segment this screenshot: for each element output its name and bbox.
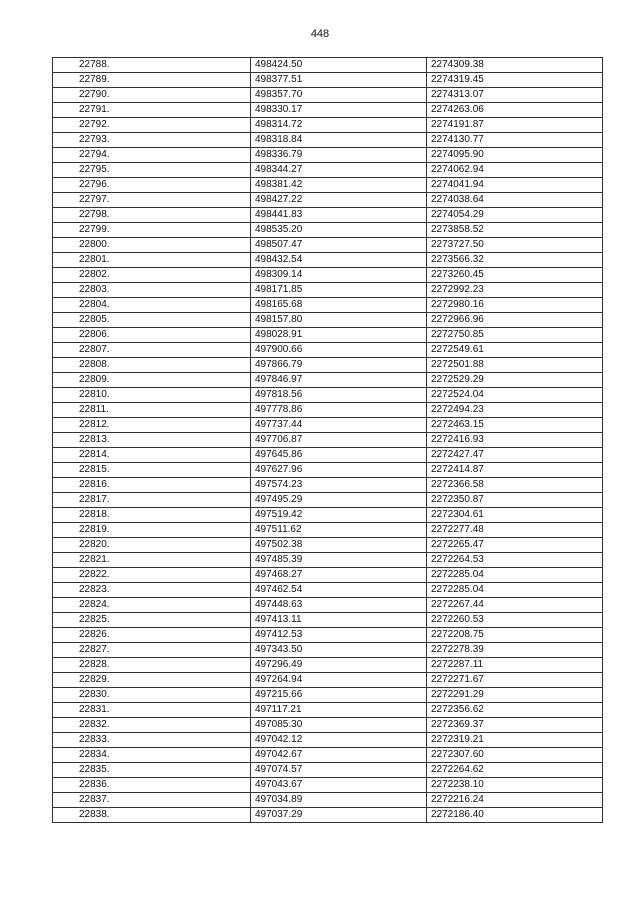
point-number-cell: 22803. <box>53 283 251 298</box>
table-row <box>53 403 603 418</box>
easting-cell: 498344.27 <box>251 163 427 178</box>
point-number-cell: 22808. <box>53 358 251 373</box>
coordinates-table <box>52 57 603 823</box>
northing-cell: 2272319.21 <box>427 733 603 748</box>
northing-cell: 2274191.87 <box>427 118 603 133</box>
northing-cell: 2272416.93 <box>427 433 603 448</box>
point-number-cell: 22790. <box>53 88 251 103</box>
northing-cell: 2274041.94 <box>427 178 603 193</box>
easting-cell: 497900.66 <box>251 343 427 358</box>
point-number-cell: 22798. <box>53 208 251 223</box>
table-row <box>53 238 603 253</box>
table-row <box>53 478 603 493</box>
point-number-cell: 22816. <box>53 478 251 493</box>
northing-cell: 2272524.04 <box>427 388 603 403</box>
northing-cell: 2273566.32 <box>427 253 603 268</box>
easting-cell: 498427.22 <box>251 193 427 208</box>
northing-cell: 2272291.29 <box>427 688 603 703</box>
point-number-cell: 22813. <box>53 433 251 448</box>
northing-cell: 2272463.15 <box>427 418 603 433</box>
point-number-cell: 22833. <box>53 733 251 748</box>
point-number-cell: 22827. <box>53 643 251 658</box>
northing-cell: 2272278.39 <box>427 643 603 658</box>
point-number-cell: 22823. <box>53 583 251 598</box>
easting-cell: 497468.27 <box>251 568 427 583</box>
northing-cell: 2274130.77 <box>427 133 603 148</box>
northing-cell: 2272501.88 <box>427 358 603 373</box>
northing-cell: 2272980.16 <box>427 298 603 313</box>
table-row <box>53 373 603 388</box>
easting-cell: 497519.42 <box>251 508 427 523</box>
point-number-cell: 22811. <box>53 403 251 418</box>
easting-cell: 497574.23 <box>251 478 427 493</box>
northing-cell: 2272350.87 <box>427 493 603 508</box>
easting-cell: 498330.17 <box>251 103 427 118</box>
point-number-cell: 22817. <box>53 493 251 508</box>
northing-cell: 2273727.50 <box>427 238 603 253</box>
easting-cell: 498381.42 <box>251 178 427 193</box>
easting-cell: 497343.50 <box>251 643 427 658</box>
northing-cell: 2274054.29 <box>427 208 603 223</box>
northing-cell: 2272265.47 <box>427 538 603 553</box>
table-row <box>53 733 603 748</box>
easting-cell: 497846.97 <box>251 373 427 388</box>
table-row <box>53 268 603 283</box>
point-number-cell: 22804. <box>53 298 251 313</box>
point-number-cell: 22800. <box>53 238 251 253</box>
coordinates-table-body <box>53 58 603 823</box>
table-row <box>53 643 603 658</box>
point-number-cell: 22834. <box>53 748 251 763</box>
table-row <box>53 118 603 133</box>
table-row <box>53 523 603 538</box>
northing-cell: 2272549.61 <box>427 343 603 358</box>
northing-cell: 2274309.38 <box>427 58 603 73</box>
northing-cell: 2272285.04 <box>427 583 603 598</box>
northing-cell: 2272304.61 <box>427 508 603 523</box>
table-row <box>53 148 603 163</box>
easting-cell: 497085.30 <box>251 718 427 733</box>
point-number-cell: 22822. <box>53 568 251 583</box>
table-row <box>53 688 603 703</box>
table-row <box>53 298 603 313</box>
northing-cell: 2272366.58 <box>427 478 603 493</box>
northing-cell: 2272271.67 <box>427 673 603 688</box>
table-row <box>53 253 603 268</box>
easting-cell: 498318.84 <box>251 133 427 148</box>
point-number-cell: 22826. <box>53 628 251 643</box>
easting-cell: 497502.38 <box>251 538 427 553</box>
easting-cell: 497037.29 <box>251 808 427 823</box>
table-row <box>53 583 603 598</box>
page-number: 448 <box>310 28 330 40</box>
easting-cell: 498507.47 <box>251 238 427 253</box>
easting-cell: 497264.94 <box>251 673 427 688</box>
easting-cell: 497511.62 <box>251 523 427 538</box>
northing-cell: 2272494.23 <box>427 403 603 418</box>
table-row <box>53 88 603 103</box>
table-row <box>53 718 603 733</box>
point-number-cell: 22825. <box>53 613 251 628</box>
northing-cell: 2274038.64 <box>427 193 603 208</box>
table-row <box>53 808 603 823</box>
northing-cell: 2272216.24 <box>427 793 603 808</box>
northing-cell: 2272238.10 <box>427 778 603 793</box>
northing-cell: 2274313.07 <box>427 88 603 103</box>
northing-cell: 2272260.53 <box>427 613 603 628</box>
point-number-cell: 22796. <box>53 178 251 193</box>
table-row <box>53 103 603 118</box>
northing-cell: 2272992.23 <box>427 283 603 298</box>
northing-cell: 2272369.37 <box>427 718 603 733</box>
easting-cell: 498157.80 <box>251 313 427 328</box>
northing-cell: 2272287.11 <box>427 658 603 673</box>
point-number-cell: 22831. <box>53 703 251 718</box>
table-row <box>53 658 603 673</box>
table-row <box>53 448 603 463</box>
point-number-cell: 22788. <box>53 58 251 73</box>
table-row <box>53 223 603 238</box>
point-number-cell: 22794. <box>53 148 251 163</box>
point-number-cell: 22801. <box>53 253 251 268</box>
point-number-cell: 22828. <box>53 658 251 673</box>
northing-cell: 2274263.06 <box>427 103 603 118</box>
point-number-cell: 22789. <box>53 73 251 88</box>
easting-cell: 497215.66 <box>251 688 427 703</box>
table-row <box>53 388 603 403</box>
point-number-cell: 22832. <box>53 718 251 733</box>
northing-cell: 2272277.48 <box>427 523 603 538</box>
point-number-cell: 22819. <box>53 523 251 538</box>
table-row <box>53 133 603 148</box>
table-row <box>53 793 603 808</box>
easting-cell: 497117.21 <box>251 703 427 718</box>
table-row <box>53 193 603 208</box>
point-number-cell: 22809. <box>53 373 251 388</box>
northing-cell: 2272264.62 <box>427 763 603 778</box>
table-row <box>53 418 603 433</box>
easting-cell: 497042.12 <box>251 733 427 748</box>
easting-cell: 497448.63 <box>251 598 427 613</box>
northing-cell: 2272186.40 <box>427 808 603 823</box>
easting-cell: 498314.72 <box>251 118 427 133</box>
northing-cell: 2272966.96 <box>427 313 603 328</box>
easting-cell: 497042.67 <box>251 748 427 763</box>
point-number-cell: 22830. <box>53 688 251 703</box>
point-number-cell: 22799. <box>53 223 251 238</box>
easting-cell: 498165.68 <box>251 298 427 313</box>
easting-cell: 498357.70 <box>251 88 427 103</box>
table-row <box>53 358 603 373</box>
northing-cell: 2272529.29 <box>427 373 603 388</box>
easting-cell: 497818.56 <box>251 388 427 403</box>
northing-cell: 2272307.60 <box>427 748 603 763</box>
northing-cell: 2274062.94 <box>427 163 603 178</box>
point-number-cell: 22814. <box>53 448 251 463</box>
northing-cell: 2272264.53 <box>427 553 603 568</box>
northing-cell: 2272750.85 <box>427 328 603 343</box>
easting-cell: 498441.83 <box>251 208 427 223</box>
table-row <box>53 493 603 508</box>
easting-cell: 498535.20 <box>251 223 427 238</box>
point-number-cell: 22829. <box>53 673 251 688</box>
easting-cell: 497485.39 <box>251 553 427 568</box>
northing-cell: 2272427.47 <box>427 448 603 463</box>
point-number-cell: 22815. <box>53 463 251 478</box>
point-number-cell: 22820. <box>53 538 251 553</box>
point-number-cell: 22821. <box>53 553 251 568</box>
point-number-cell: 22835. <box>53 763 251 778</box>
table-row <box>53 568 603 583</box>
easting-cell: 497778.86 <box>251 403 427 418</box>
table-row <box>53 433 603 448</box>
table-row <box>53 703 603 718</box>
table-row <box>53 283 603 298</box>
easting-cell: 497074.57 <box>251 763 427 778</box>
point-number-cell: 22812. <box>53 418 251 433</box>
easting-cell: 498028.91 <box>251 328 427 343</box>
table-row <box>53 343 603 358</box>
point-number-cell: 22795. <box>53 163 251 178</box>
easting-cell: 497495.29 <box>251 493 427 508</box>
northing-cell: 2274095.90 <box>427 148 603 163</box>
easting-cell: 498377.51 <box>251 73 427 88</box>
table-row <box>53 598 603 613</box>
northing-cell: 2272267.44 <box>427 598 603 613</box>
point-number-cell: 22837. <box>53 793 251 808</box>
point-number-cell: 22802. <box>53 268 251 283</box>
northing-cell: 2272414.87 <box>427 463 603 478</box>
table-row <box>53 613 603 628</box>
easting-cell: 497645.86 <box>251 448 427 463</box>
easting-cell: 497034.89 <box>251 793 427 808</box>
table-row <box>53 553 603 568</box>
easting-cell: 498336.79 <box>251 148 427 163</box>
point-number-cell: 22797. <box>53 193 251 208</box>
table-row <box>53 628 603 643</box>
point-number-cell: 22818. <box>53 508 251 523</box>
table-row <box>53 313 603 328</box>
point-number-cell: 22838. <box>53 808 251 823</box>
point-number-cell: 22810. <box>53 388 251 403</box>
easting-cell: 498432.54 <box>251 253 427 268</box>
point-number-cell: 22792. <box>53 118 251 133</box>
table-row <box>53 763 603 778</box>
table-row <box>53 208 603 223</box>
table-row <box>53 538 603 553</box>
table-row <box>53 178 603 193</box>
point-number-cell: 22791. <box>53 103 251 118</box>
point-number-cell: 22805. <box>53 313 251 328</box>
table-row <box>53 463 603 478</box>
northing-cell: 2272285.04 <box>427 568 603 583</box>
northing-cell: 2273858.52 <box>427 223 603 238</box>
point-number-cell: 22807. <box>53 343 251 358</box>
easting-cell: 497412.53 <box>251 628 427 643</box>
table-row <box>53 163 603 178</box>
northing-cell: 2274319.45 <box>427 73 603 88</box>
table-row <box>53 73 603 88</box>
easting-cell: 497043.67 <box>251 778 427 793</box>
easting-cell: 497706.87 <box>251 433 427 448</box>
easting-cell: 497627.96 <box>251 463 427 478</box>
table-row <box>53 748 603 763</box>
point-number-cell: 22793. <box>53 133 251 148</box>
table-row <box>53 58 603 73</box>
northing-cell: 2273260.45 <box>427 268 603 283</box>
easting-cell: 497413.11 <box>251 613 427 628</box>
northing-cell: 2272356.62 <box>427 703 603 718</box>
table-row <box>53 328 603 343</box>
easting-cell: 498309.14 <box>251 268 427 283</box>
point-number-cell: 22806. <box>53 328 251 343</box>
table-row <box>53 673 603 688</box>
easting-cell: 497462.54 <box>251 583 427 598</box>
table-row <box>53 778 603 793</box>
easting-cell: 497737.44 <box>251 418 427 433</box>
point-number-cell: 22824. <box>53 598 251 613</box>
table-row <box>53 508 603 523</box>
point-number-cell: 22836. <box>53 778 251 793</box>
easting-cell: 498171.85 <box>251 283 427 298</box>
easting-cell: 497866.79 <box>251 358 427 373</box>
easting-cell: 498424.50 <box>251 58 427 73</box>
easting-cell: 497296.49 <box>251 658 427 673</box>
northing-cell: 2272208.75 <box>427 628 603 643</box>
